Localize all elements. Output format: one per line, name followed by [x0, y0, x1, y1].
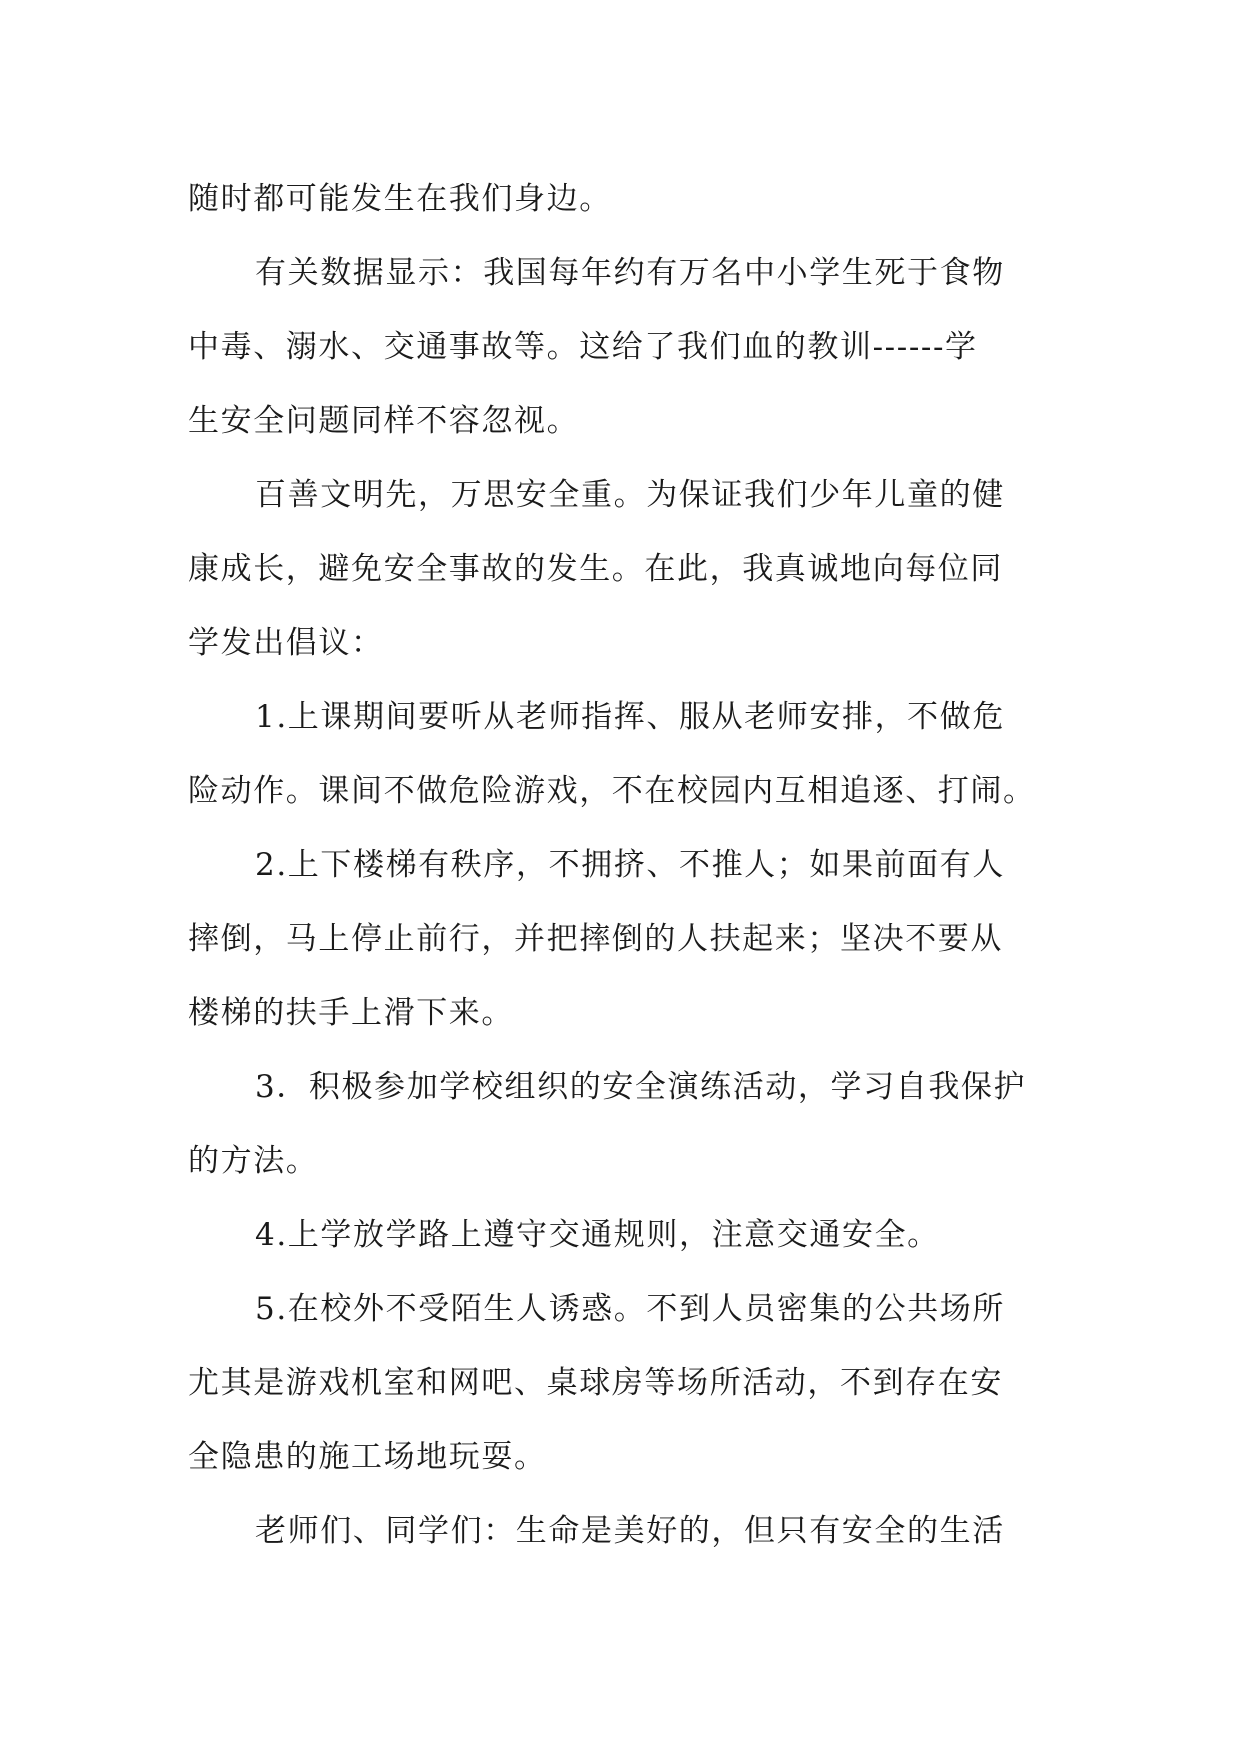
text-line: 楼梯的扶手上滑下来。 — [188, 995, 514, 1031]
text-line: 2.上下楼梯有秩序，不拥挤、不推人；如果前面有人 — [255, 847, 1005, 883]
text-line: 3．积极参加学校组织的安全演练活动，学习自我保护 — [255, 1069, 1027, 1105]
text-line: 摔倒，马上停止前行，并把摔倒的人扶起来；坚决不要从 — [188, 921, 1003, 957]
text-line: 4.上学放学路上遵守交通规则，注意交通安全。 — [255, 1217, 940, 1253]
text-line: 学发出倡议： — [188, 625, 384, 661]
text-line: 尤其是游戏机室和网吧、桌球房等场所活动，不到存在安 — [188, 1365, 1003, 1401]
text-line: 有关数据显示：我国每年约有万名中小学生死于食物 — [255, 255, 1005, 291]
text-line: 老师们、同学们：生命是美好的，但只有安全的生活 — [255, 1513, 1005, 1549]
text-line: 1.上课期间要听从老师指挥、服从老师安排，不做危 — [255, 699, 1005, 735]
text-line: 康成长，避免安全事故的发生。在此，我真诚地向每位同 — [188, 551, 1003, 587]
text-line: 全隐患的施工场地玩耍。 — [188, 1439, 547, 1475]
text-line: 5.在校外不受陌生人诱惑。不到人员密集的公共场所 — [255, 1291, 1005, 1327]
text-line: 百善文明先，万思安全重。为保证我们少年儿童的健 — [255, 477, 1005, 513]
text-line: 随时都可能发生在我们身边。 — [188, 181, 612, 217]
text-line: 险动作。课间不做危险游戏，不在校园内互相追逐、打闹。 — [188, 773, 1036, 809]
text-line: 中毒、溺水、交通事故等。这给了我们血的教训------学 — [188, 329, 978, 365]
text-line: 的方法。 — [188, 1143, 319, 1179]
body-text — [188, 162, 1054, 1568]
text-line: 生安全问题同样不容忽视。 — [188, 403, 580, 439]
